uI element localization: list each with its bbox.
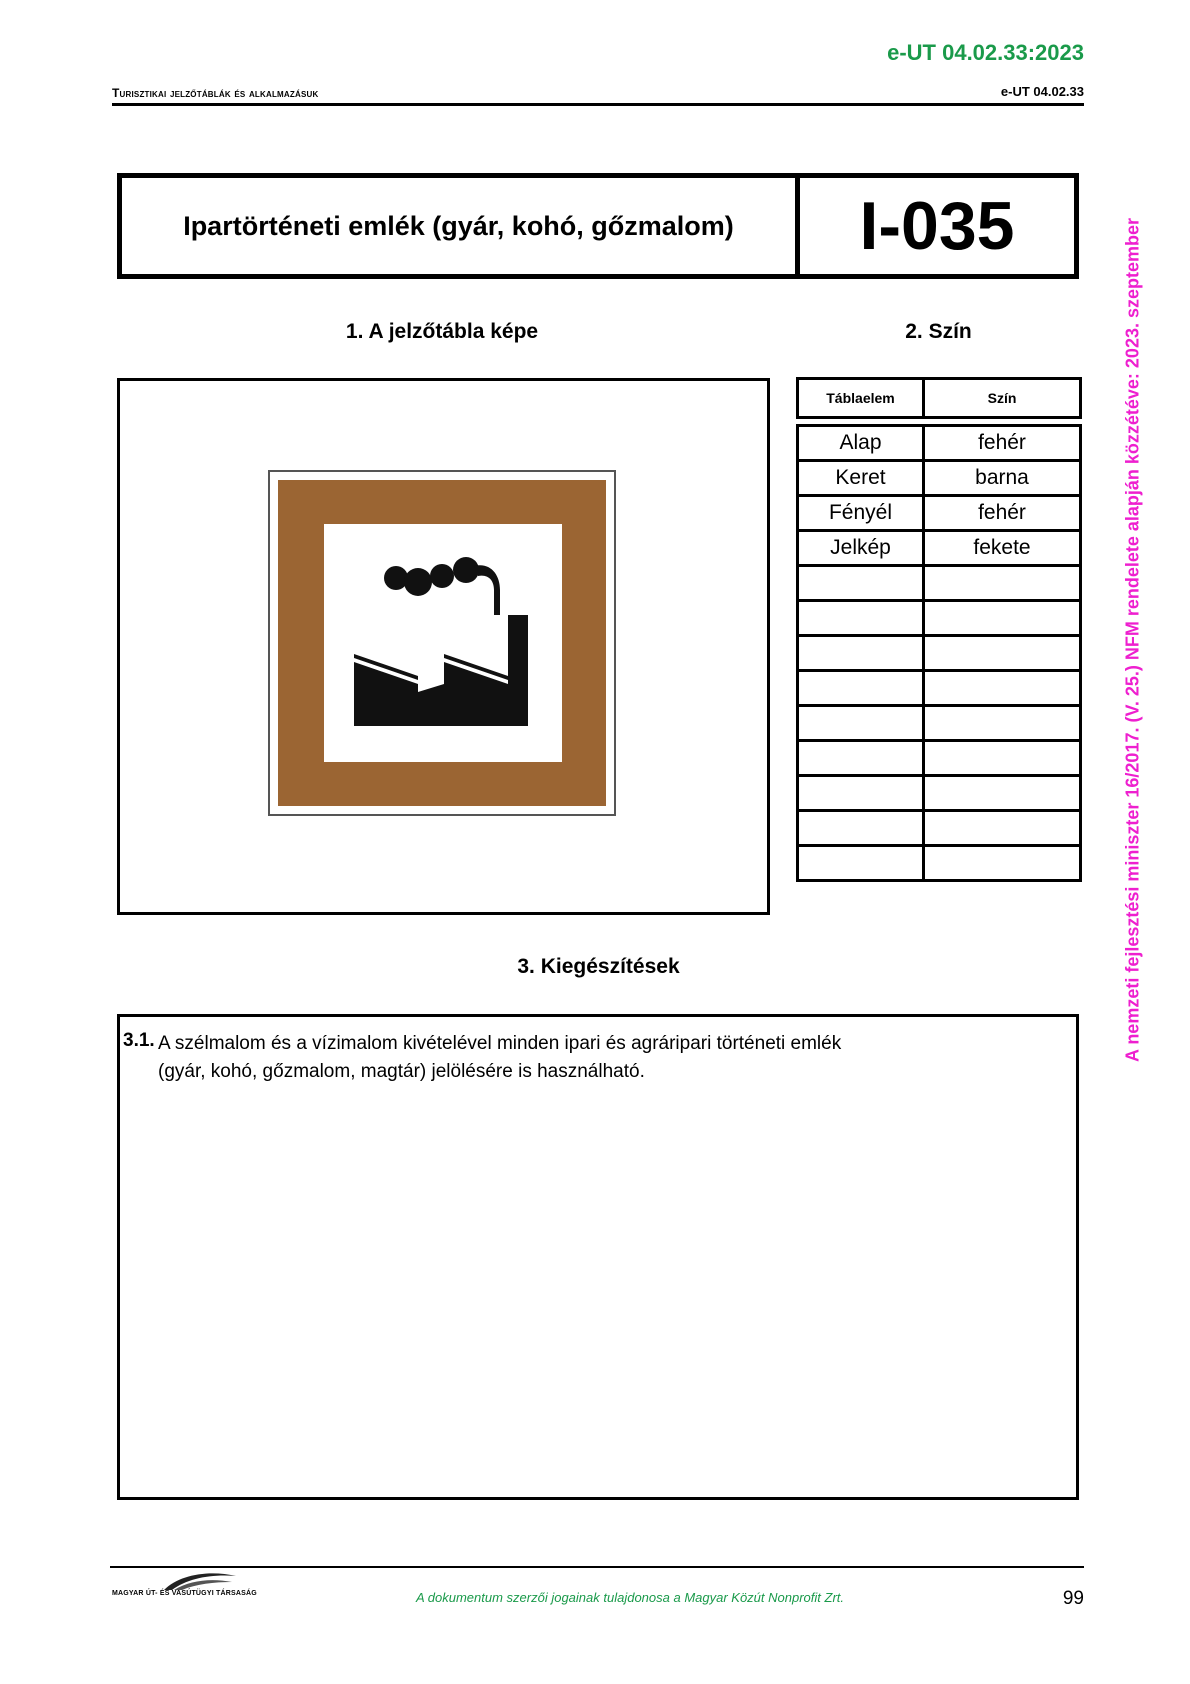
color-table (796, 377, 1082, 882)
footer-rule (110, 1566, 1084, 1568)
header-rule (112, 103, 1084, 106)
table-row (798, 461, 1081, 496)
table-row-empty (798, 566, 1081, 601)
footer-copyright: A dokumentum szerzői jogainak tulajdonosa a Magyar Közút Nonprofit Zrt. (415, 1590, 844, 1605)
table-cell-color: barna (924, 461, 1081, 496)
table-cell-element: Alap (798, 426, 924, 461)
section-heading-color: 2. Szín (905, 320, 972, 343)
comment-line: (gyár, kohó, gőzmalom, magtár) jelölésére is használható. (158, 1061, 645, 1082)
page-number: 99 (1062, 1588, 1084, 1609)
table-row (798, 426, 1081, 461)
table-row (798, 496, 1081, 531)
table-cell-color: fekete (924, 531, 1081, 566)
comment-number: 3.1. (123, 1030, 155, 1051)
document-code: e-UT 04.02.33:2023 (887, 40, 1084, 65)
comments-box (117, 1014, 1079, 1500)
road-society-logo-icon (160, 1570, 240, 1592)
footer-logo-text: MAGYAR ÚT- ÉS VASÚTÜGYI TÁRSASÁG (112, 1590, 257, 1597)
table-row-empty (798, 811, 1081, 846)
table-cell-element: Jelkép (798, 531, 924, 566)
color-table-header-element: Táblaelem (798, 379, 924, 418)
running-header-title: Turisztikai jelzőtáblák és alkalmazásuk (112, 86, 319, 100)
table-row (798, 531, 1081, 566)
comment-text (158, 1030, 1018, 1086)
section-heading-image: 1. A jelzőtábla képe (345, 320, 539, 343)
factory-sign (268, 470, 616, 816)
sign-code: I-035 (859, 188, 1015, 264)
section-heading-comments: 3. Kiegészítések (517, 955, 680, 978)
color-table-header-color: Szín (924, 379, 1081, 418)
table-row-empty (798, 706, 1081, 741)
table-row-empty (798, 601, 1081, 636)
sign-title: Ipartörténeti emlék (gyár, kohó, gőzmalom) (183, 210, 734, 241)
table-cell-color: fehér (924, 496, 1081, 531)
comment-line: A szélmalom és a vízimalom kivételével minden ipari és agráripari történeti emlék (158, 1033, 842, 1054)
side-publication-note-text: A nemzeti fejlesztési miniszter 16/2017. (V. 25.) NFM rendelete alapján közzétéve: 2023. szeptember (1122, 217, 1143, 1063)
table-row-empty (798, 741, 1081, 776)
table-cell-color: fehér (924, 426, 1081, 461)
table-row-empty (798, 671, 1081, 706)
table-row-empty (798, 636, 1081, 671)
table-cell-element: Fényél (798, 496, 924, 531)
table-cell-element: Keret (798, 461, 924, 496)
table-row-empty (798, 776, 1081, 811)
running-header-code: e-UT 04.02.33 (1000, 84, 1084, 99)
table-row-empty (798, 846, 1081, 881)
